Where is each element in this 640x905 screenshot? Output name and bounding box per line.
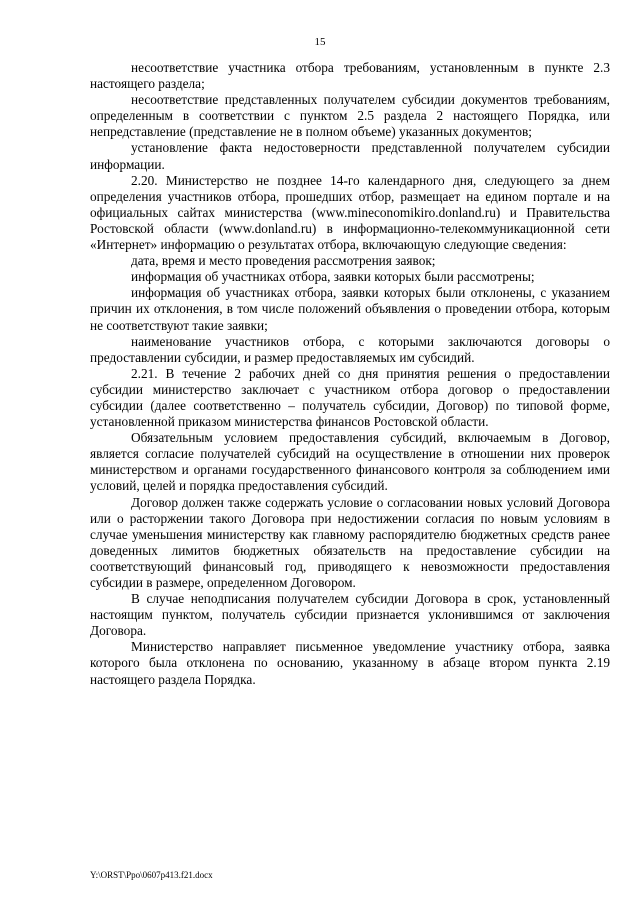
paragraph: 2.20. Министерство не позднее 14-го календарного дня, следующего за днем определения участников отбора, прошедших отбор, размещает на едином портале и на официальных сайтах министерства (www.mineconomikiro.donland.ru) и Правительства Ростовской области (www.donland.ru) в информационно-телекоммуникационной сети «Интернет» информацию о результатах отбора, включающую следующие сведения: xyxy=(90,172,610,253)
paragraph: установление факта недостоверности представленной получателем субсидии информации. xyxy=(90,140,610,172)
paragraph: В случае неподписания получателем субсидии Договора в срок, установленный настоящим пунктом, получатель субсидии признается уклонившимся от заключения Договора. xyxy=(90,591,610,639)
paragraph: информация об участниках отбора, заявки которых были отклонены, с указанием причин их отклонения, в том числе положений объявления о проведении отбора, которым не соответствуют такие заявки; xyxy=(90,285,610,333)
paragraph: Договор должен также содержать условие о согласовании новых условий Договора или о расторжении такого Договора при недостижении согласия по новым условиям в случае уменьшения министерству как главному распорядителю бюджетных средств ранее доведенных лимитов бюджетных обязательств на предоставление субсидии на соответствующий финансовый год, приводящего к невозможности предоставления субсидии в размере, определенном Договором. xyxy=(90,494,610,590)
paragraph: Министерство направляет письменное уведомление участнику отбора, заявка которого была отклонена по основанию, указанному в абзаце втором пункта 2.19 настоящего раздела Порядка. xyxy=(90,639,610,687)
paragraph: дата, время и место проведения рассмотрения заявок; xyxy=(131,253,436,269)
paragraph: несоответствие участника отбора требованиям, установленным в пункте 2.3 настоящего раздела; xyxy=(90,60,610,92)
paragraph: Обязательным условием предоставления субсидий, включаемым в Договор, является согласие получателей субсидий на осуществление в отношении них проверок министерством и органами государственного финансового контроля за соблюдением ими условий, целей и порядка предоставления субсидий. xyxy=(90,430,610,494)
footer-file-path: Y:\ORST\Ppo\0607p413.f21.docx xyxy=(90,870,213,880)
document-body xyxy=(90,60,610,688)
paragraph: наименование участников отбора, с которыми заключаются договоры о предоставлении субсидии, и размер предоставляемых им субсидий. xyxy=(90,333,610,365)
page-number: 15 xyxy=(314,36,326,48)
paragraph: 2.21. В течение 2 рабочих дней со дня принятия решения о предоставлении субсидии министерство заключает с участником отбора договор о предоставлении субсидии (далее соответственно – получатель субсидии, Договор) по типовой форме, установленной приказом министерства финансов Ростовской области. xyxy=(90,365,610,430)
paragraph: информация об участниках отбора, заявки которых были рассмотрены; xyxy=(131,269,535,285)
paragraph: несоответствие представленных получателем субсидии документов требованиям, определенным в соответствии с пунктом 2.5 раздела 2 настоящего Порядка, или непредставление (представление не в полном объеме) указанных документов; xyxy=(90,92,610,140)
